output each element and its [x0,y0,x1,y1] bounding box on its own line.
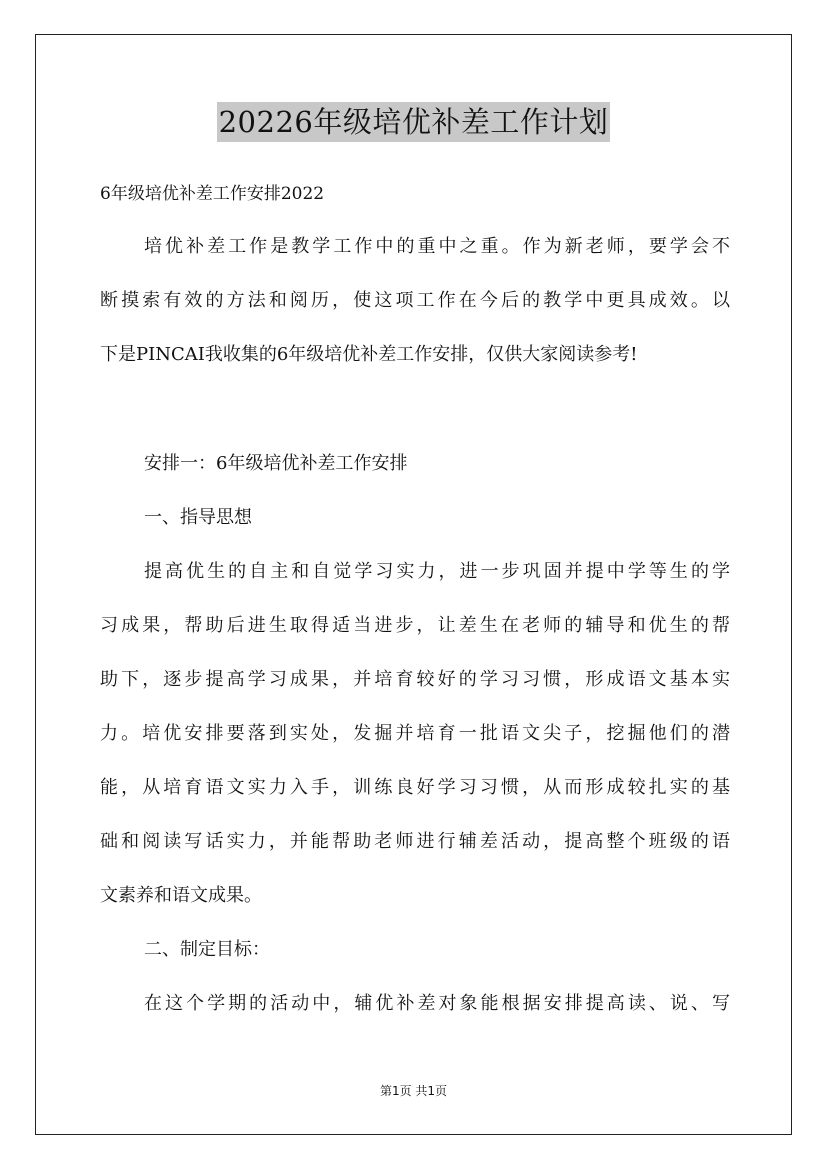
part-one-line-1: 提高优生的自主和自觉学习实力，进一步巩固并提中学等生的学 [144,561,730,582]
part-one-line-7: 文素养和语文成果。 [100,885,262,906]
intro-line-2: 断摸索有效的方法和阅历，使这项工作在今后的教学中更具成效。以 [100,290,730,311]
page-footer: 第1页 共1页 [379,1084,448,1098]
section-one-heading: 安排一：6年级培优补差工作安排 [144,453,408,474]
part-one-line-6: 础和阅读写话实力，并能帮助老师进行辅差活动，提高整个班级的语 [100,831,730,852]
document-title [0,102,827,142]
part-one-line-5: 能，从培育语文实力入手，训练良好学习习惯，从而形成较扎实的基 [100,777,730,798]
part-one-heading: 一、指导思想 [144,507,252,528]
document-subtitle: 6年级培优补差工作安排2022 [100,184,325,204]
part-one-line-4: 力。培优安排要落到实处，发掘并培育一批语文尖子，挖掘他们的潜 [100,723,730,744]
part-two-line-1: 在这个学期的活动中，辅优补差对象能根据安排提高读、说、写 [144,993,730,1014]
part-one-line-2: 习成果，帮助后进生取得适当进步，让差生在老师的辅导和优生的帮 [100,615,730,636]
document-title-text: 20226年级培优补差工作计划 [217,102,611,142]
intro-line-3: 下是PINCAI我收集的6年级培优补差工作安排，仅供大家阅读参考! [100,344,638,365]
part-two-heading: 二、制定目标： [144,939,270,960]
part-one-line-3: 助下，逐步提高学习成果，并培育较好的学习习惯，形成语文基本实 [100,669,730,690]
intro-line-1: 培优补差工作是教学工作中的重中之重。作为新老师，要学会不 [144,236,730,257]
